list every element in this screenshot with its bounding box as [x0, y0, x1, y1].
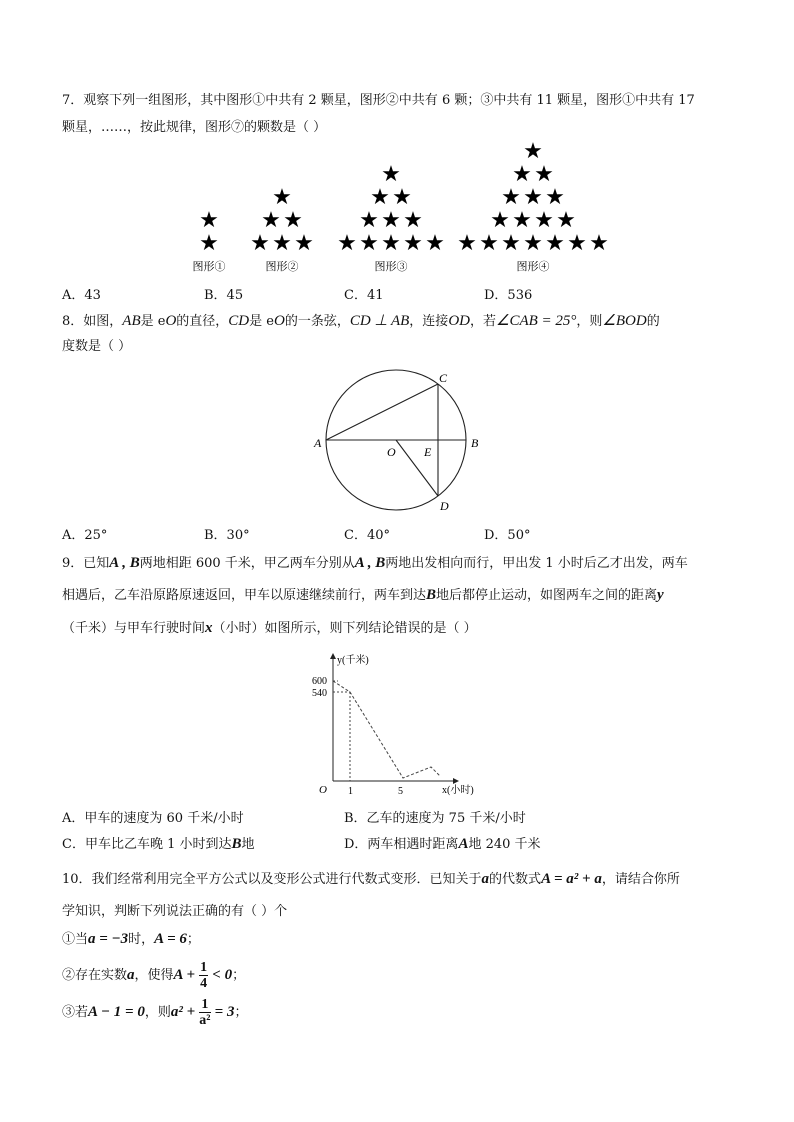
point-e-label: E: [424, 445, 432, 459]
star-icon: ★: [523, 184, 543, 209]
q10-statement-2: [62, 958, 245, 993]
q9-text: 相遇后，乙车沿原路原速返回，甲车以原速继续前行，两车到达: [62, 588, 427, 603]
q10-s3-numerator: 1: [199, 997, 210, 1013]
q10-stem-line1: [62, 870, 680, 889]
q10-text: ，请结合你所: [601, 872, 680, 887]
q10-stem-line2: 学知识，判断下列说法正确的有（ ）个: [62, 904, 288, 919]
star-icon: ★: [381, 230, 401, 255]
star-icon: ★: [403, 230, 423, 255]
q9-text: （千米）与甲车行驶时间: [62, 621, 206, 636]
q8-text: ，则: [576, 314, 603, 329]
q9-b: B: [426, 587, 437, 603]
figure-label: 图形②: [265, 261, 299, 273]
star-icon: ★: [501, 184, 521, 209]
q10-text: ；: [186, 932, 200, 947]
q9-stem-line1: [62, 554, 688, 573]
figure-label: 图形④: [516, 261, 550, 273]
x-tick-5: 5: [398, 786, 403, 797]
q8-text: 是 e: [249, 314, 274, 329]
star-icon: ★: [589, 230, 609, 255]
point-b-label: B: [471, 436, 479, 450]
q10-s2-denominator: 4: [200, 976, 208, 991]
star-icon: ★: [359, 207, 379, 232]
q8-od: OD: [448, 313, 470, 329]
q10-text: ③若: [62, 1005, 89, 1020]
star-icon: ★: [567, 230, 587, 255]
segment-od: [396, 440, 438, 496]
q10-a: a: [481, 871, 490, 887]
q9-text: 两地相距 600 千米，甲乙两车分别从: [139, 556, 355, 571]
q7-option-c: C．41: [344, 288, 384, 303]
q10-s3-result: = 3: [214, 1004, 235, 1020]
q10-s3-denominator: a²: [199, 1013, 211, 1028]
star-icon: ★: [523, 230, 543, 255]
q8-cd: CD: [228, 313, 250, 329]
q9-option-c-text: 地: [241, 837, 255, 852]
q9-option-c: [62, 835, 255, 854]
q8-option-a: A．25°: [62, 528, 108, 543]
y-tick-540: 540: [312, 688, 327, 699]
q8-text: 8．如图，: [62, 314, 123, 329]
q10-s3-expr: a² +: [170, 1004, 196, 1020]
q8-option-d: D．50°: [484, 528, 531, 543]
q8-text: 的直径，: [176, 314, 229, 329]
star-icon: ★: [534, 207, 554, 232]
q8-text: ，连接: [409, 314, 449, 329]
q9-option-d-a: A: [458, 836, 469, 852]
q10-a: a: [127, 967, 135, 983]
q8-o: O: [165, 313, 177, 329]
star-icon: ★: [337, 230, 357, 255]
q8-text: 的: [646, 314, 660, 329]
q10-text: 的代数式: [489, 872, 542, 887]
q10-s3-cond: A − 1 = 0: [88, 1004, 145, 1020]
q10-s2-expr: A +: [173, 967, 196, 983]
point-o-label: O: [387, 445, 396, 459]
q10-text: ，则: [144, 1005, 171, 1020]
q8-angle-bod: ∠BOD: [602, 313, 647, 329]
q8-option-c: C．40°: [344, 528, 390, 543]
star-icon: ★: [545, 230, 565, 255]
q10-statement-1: [62, 930, 200, 949]
star-icon: ★: [479, 230, 499, 255]
q8-stem-line2: 度数是（ ）: [62, 339, 132, 354]
star-icon: ★: [392, 184, 412, 209]
q10-s2-ineq: < 0: [212, 967, 233, 983]
q8-circle-diagram: [308, 360, 508, 520]
q9-option-a: A．甲车的速度为 60 千米/小时: [62, 811, 244, 826]
q9-option-d-text: D．两车相遇时距离: [344, 837, 459, 852]
star-icon: ★: [283, 207, 303, 232]
q9-y: y: [657, 587, 664, 603]
star-icon: ★: [272, 184, 292, 209]
q9-option-c-text: C．甲车比乙车晚 1 小时到达: [62, 837, 232, 852]
x-tick-1: 1: [348, 786, 353, 797]
q10-s1-result: A = 6: [154, 931, 187, 947]
star-icon: ★: [272, 230, 292, 255]
star-icon: ★: [359, 230, 379, 255]
star-icon: ★: [501, 230, 521, 255]
q8-text: 的一条弦，: [284, 314, 350, 329]
star-icon: ★: [512, 207, 532, 232]
q8-o: O: [273, 313, 285, 329]
q8-text: 是 e: [140, 314, 166, 329]
point-d-label: D: [440, 499, 449, 513]
q8-perp: CD ⊥ AB: [349, 313, 410, 329]
q8-angle-cab: ∠CAB = 25°: [496, 313, 577, 329]
q10-s2-fraction: [199, 960, 208, 991]
q7-star-figures: [0, 140, 794, 285]
q8-option-b: B．30°: [204, 528, 250, 543]
q10-text: ②存在实数: [62, 968, 128, 983]
figure-label: 图形①: [192, 261, 226, 273]
q10-text: ；: [232, 968, 246, 983]
q9-text: （小时）如图所示，则下列结论错误的是（ ）: [212, 621, 477, 636]
star-icon: ★: [250, 230, 270, 255]
star-icon: ★: [381, 207, 401, 232]
star-icon: ★: [199, 230, 219, 255]
q7-option-b: B．45: [204, 288, 244, 303]
q9-ab: A , B: [109, 555, 140, 571]
star-icon: ★: [490, 207, 510, 232]
q9-stem-line3: [62, 619, 477, 638]
star-icon: ★: [556, 207, 576, 232]
star-icon: ★: [425, 230, 445, 255]
star-icon: ★: [294, 230, 314, 255]
q7-stem-line2: 颗星，……，按此规律，图形⑦的颗数是（ ）: [62, 120, 327, 135]
q9-text: 地后都停止运动，如图两车之间的距离: [436, 588, 658, 603]
star-icon: ★: [403, 207, 423, 232]
q8-text: ，若: [469, 314, 496, 329]
distance-curve: [333, 681, 440, 778]
q8-ab: AB: [122, 313, 141, 329]
q9-option-d: [344, 835, 541, 854]
star-icon: ★: [523, 140, 543, 163]
q9-option-b: B．乙车的速度为 75 千米/小时: [344, 811, 526, 826]
q10-text: ；: [234, 1005, 248, 1020]
q10-expr: A = a² + a: [541, 871, 602, 887]
q9-option-d-text: 地 240 千米: [468, 837, 541, 852]
figure-label: 图形③: [374, 261, 408, 273]
point-a-label: A: [314, 436, 322, 450]
q8-stem-line1: [62, 312, 660, 331]
q9-text: 9．已知: [62, 556, 110, 571]
q9-ab: A , B: [354, 555, 386, 571]
star-icon: ★: [370, 184, 390, 209]
q10-s2-numerator: 1: [200, 960, 208, 975]
star-icon: ★: [534, 161, 554, 186]
q7-stem-line1: 7．观察下列一组图形，其中图形①中共有 2 颗星，图形②中共有 6 颗；③中共有 11 颗星，图形①中共有 17: [62, 93, 695, 108]
star-icon: ★: [199, 207, 219, 232]
star-icon: ★: [512, 161, 532, 186]
q10-statement-3: [62, 995, 247, 1030]
q10-text: 时，: [128, 932, 155, 947]
q10-s3-fraction: [199, 997, 210, 1028]
star-icon: ★: [545, 184, 565, 209]
star-icon: ★: [381, 161, 401, 186]
q10-text: ①当: [62, 932, 89, 947]
q10-text: ，使得: [134, 968, 174, 983]
q9-distance-time-graph: [310, 648, 490, 800]
segment-ac: [326, 384, 438, 440]
q9-text: 两地出发相向而行，甲出发 1 小时后乙才出发，两车: [385, 556, 688, 571]
y-tick-600: 600: [312, 676, 327, 687]
q7-option-a: A．43: [62, 288, 101, 303]
point-c-label: C: [439, 371, 448, 385]
star-icon: ★: [457, 230, 477, 255]
x-axis-label: x(小时): [442, 785, 474, 796]
star-icon: ★: [261, 207, 281, 232]
q10-text: 10．我们经常利用完全平方公式以及变形公式进行代数式变形．已知关于: [62, 872, 482, 887]
q10-s1-cond: a = −3: [88, 931, 129, 947]
q9-stem-line2: [62, 586, 664, 605]
q7-option-d: D．536: [484, 288, 533, 303]
q9-x: x: [205, 620, 213, 636]
origin-label: O: [319, 784, 327, 796]
y-axis-label: y(千米): [337, 655, 369, 666]
q9-option-c-b: B: [231, 836, 242, 852]
